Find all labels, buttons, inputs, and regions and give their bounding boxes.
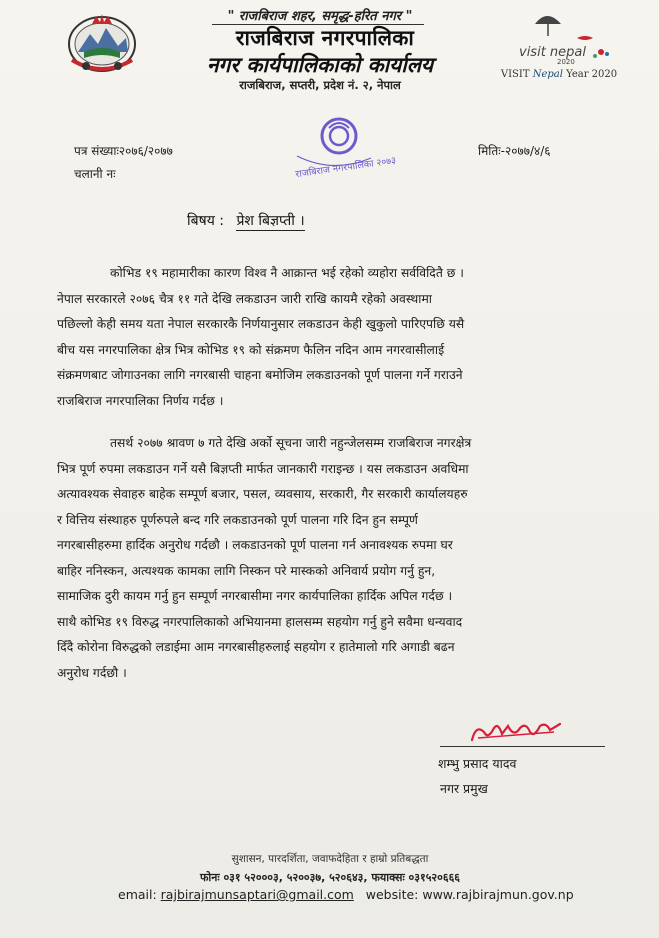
dispatch-number: चलानी नः — [74, 167, 116, 181]
paragraph-2-line: नगरबासीहरुमा हार्दिक अनुरोध गर्दछौ । लकडाउनको पूर्ण पालना गर्न अनावश्यक रुपमा घर — [57, 538, 453, 552]
caption-prefix: VISIT — [500, 69, 533, 80]
municipality-name: राजबिराज नगरपालिका — [235, 26, 415, 50]
nepal-emblem-icon — [62, 8, 142, 74]
subject-label: बिषय : — [187, 213, 224, 229]
paragraph-2-line: बाहिर ननिस्कन, अत्यश्यक कामका लागि निस्कन परे मास्कको अनिवार्य प्रयोग गर्नु हुन, — [57, 563, 436, 578]
visit-nepal-2020-logo — [505, 4, 625, 66]
subject-line — [187, 211, 305, 230]
signature-line — [440, 746, 605, 747]
caption-year: Year 2020 — [562, 69, 618, 80]
paragraph-2-line: अत्यावश्यक सेवाहरु बाहेक सम्पूर्ण बजार, पसल, व्यवसाय, सरकारी, गैर सरकारी कार्यालयहरु — [57, 487, 468, 501]
municipality-stamp-icon — [283, 108, 397, 192]
municipality-motto: " राजबिराज शहर, समृद्ध-हरित नगर " — [227, 9, 413, 24]
umbrella-icon — [535, 16, 561, 36]
paragraph-1-line: नेपाल सरकारले २०७६ चैत्र ११ गते देखि लकडाउन जारी राखि कायमै रहेको अवस्थामा — [57, 291, 432, 306]
website-link[interactable]: www.rajbirajmun.gov.np — [422, 887, 574, 902]
visit-nepal-year-mark: 2020 — [557, 58, 575, 66]
paragraph-1-line: बीच यस नगरपालिका क्षेत्र भित्र कोभिड १९ को संक्रमण फैलिन नदिन आम नगरवासीलाई — [57, 342, 445, 357]
paragraph-1 — [57, 261, 625, 414]
signature-scribble-icon — [468, 718, 564, 746]
subject-value: प्रेश बिज्ञप्ती । — [236, 213, 305, 229]
footer-phones: फोनः ०३१ ५२०००३, ५२००३७, ५२०६४३, फयाक्सः ०३१५२०६६६ — [199, 871, 461, 884]
email-link[interactable]: rajbirajmunsaptari@gmail.com — [160, 887, 354, 902]
visit-nepal-logo-text: visit nepal — [519, 45, 586, 60]
paragraph-2-line: अनुरोध गर्दछौ । — [57, 665, 127, 680]
paragraph-2-line: तसर्थ २०७७ श्रावण ७ गते देखि अर्को सूचना जारी नहुन्जेलसम्म राजबिराज नगरक्षेत्र — [110, 436, 472, 450]
paragraph-1-line: कोभिड १९ महामारीका कारण विश्व नै आक्रान्त भई रहेको व्यहोरा सर्वविदितै छ । — [110, 266, 464, 280]
visit-nepal-caption — [484, 69, 634, 80]
paragraph-1-line: पछिल्लो केही समय यता नेपाल सरकारकै निर्णयानुसार लकडाउन केही खुकुलो पारिएपछि यसै — [57, 317, 465, 331]
office-address: राजबिराज, सप्तरी, प्रदेश नं. २, नेपाल — [239, 78, 401, 92]
paragraph-2-line: सामाजिक दुरी कायम गर्नु हुन सम्पूर्ण नगरबासीमा नगर कार्यपालिका हार्दिक अपिल गर्दछ । — [57, 589, 453, 603]
signatory-title: नगर प्रमुख — [440, 781, 488, 796]
paragraph-2-line: साथै कोभिड १९ विरुद्ध नगरपालिकाको अभियानमा हालसम्म सहयोग गर्नु हुने सवैमा धन्यवाद — [57, 614, 463, 629]
caption-nepal: Nepal — [532, 69, 563, 80]
letter-number: पत्र संख्याः२०७६/२०७७ — [74, 144, 173, 158]
email-label: email: — [118, 887, 157, 902]
website-label: website: — [365, 887, 419, 902]
footer-contact — [118, 887, 578, 902]
stamp-text: राजबिराज नगरपालिका २०७३ — [294, 155, 397, 181]
signatory-name: शम्भु प्रसाद यादव — [438, 756, 517, 771]
footer-values: सुशासन, पारदर्शिता, जवाफदेहिता र हाम्रो प्रतिबद्धता — [231, 853, 429, 865]
paragraph-2-line: भित्र पूर्ण रुपमा लकडाउन गर्ने यसै बिज्ञप्ती मार्फत जानकारी गराइन्छ । यस लकडाउन अवधिमा — [57, 461, 469, 476]
paragraph-2 — [57, 431, 625, 686]
paragraph-1-line: राजबिराज नगरपालिका निर्णय गर्दछ । — [57, 393, 224, 408]
letter-date: मितिः-२०७७/४/६ — [478, 144, 551, 158]
paragraph-2-line: र वित्तिय संस्थाहरु पूर्णरुपले बन्द गरि लकडाउनको पूर्ण पालना गरि दिन हुन सम्पूर्ण — [57, 512, 418, 527]
office-name: नगर कार्यपालिकाको कार्यालय — [206, 53, 434, 77]
paragraph-2-line: दिँदै कोरोना विरुद्धको लडाईमा आम नगरबासीहरुलाई सहयोग र हातेमालो गरि अगाडी बढन — [57, 640, 455, 654]
paragraph-1-line: संक्रमणबाट जोगाउनका लागि नगरबासी चाहना बमोजिम लकडाउनको पूर्ण पालना गर्ने गराउने — [57, 368, 463, 382]
